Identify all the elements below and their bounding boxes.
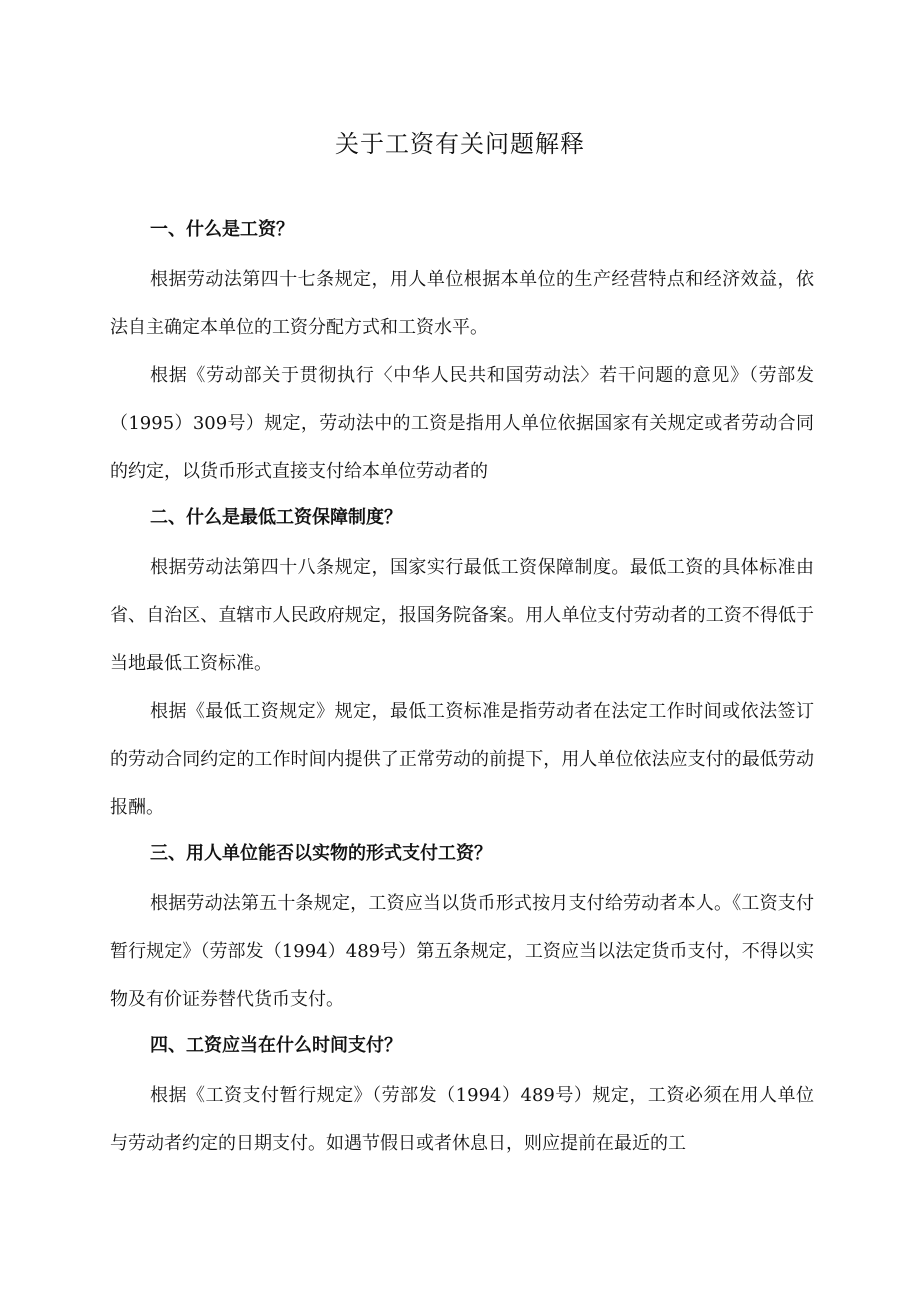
document-body [110,208,814,1168]
section-4 [110,1024,814,1168]
paragraph: 根据劳动法第四十八条规定，国家实行最低工资保障制度。最低工资的具体标准由省、自治区、直辖市人民政府规定，报国务院备案。用人单位支付劳动者的工资不得低于当地最低工资标准。 [110,557,814,674]
section-heading: 二、什么是最低工资保障制度？ [150,507,402,528]
section-heading: 三、用人单位能否以实物的形式支付工资？ [150,843,492,864]
section-1 [110,208,814,496]
section-3 [110,832,814,1024]
page-title: 关于工资有关问题解释 [335,130,585,158]
section-heading: 四、工资应当在什么时间支付？ [150,1035,402,1056]
paragraph: 根据《最低工资规定》规定，最低工资标准是指劳动者在法定工作时间或依法签订的劳动合同约定的工作时间内提供了正常劳动的前提下，用人单位依法应支付的最低劳动报酬。 [110,701,814,818]
paragraph: 根据劳动法第四十七条规定，用人单位根据本单位的生产经营特点和经济效益，依法自主确定本单位的工资分配方式和工资水平。 [110,269,814,338]
section-2 [110,496,814,832]
section-heading: 一、什么是工资？ [150,219,294,240]
paragraph: 根据《工资支付暂行规定》（劳部发（1994）489号）规定，工资必须在用人单位与劳动者约定的日期支付。如遇节假日或者休息日，则应提前在最近的工 [110,1085,814,1154]
paragraph: 根据《劳动部关于贯彻执行〈中华人民共和国劳动法〉若干问题的意见》（劳部发（1995）309号）规定，劳动法中的工资是指用人单位依据国家有关规定或者劳动合同的约定，以货币形式直接支付给本单位劳动者的 [110,365,814,482]
paragraph: 根据劳动法第五十条规定，工资应当以货币形式按月支付给劳动者本人。《工资支付暂行规定》（劳部发（1994）489号）第五条规定，工资应当以法定货币支付，不得以实物及有价证券替代货币支付。 [110,893,814,1010]
